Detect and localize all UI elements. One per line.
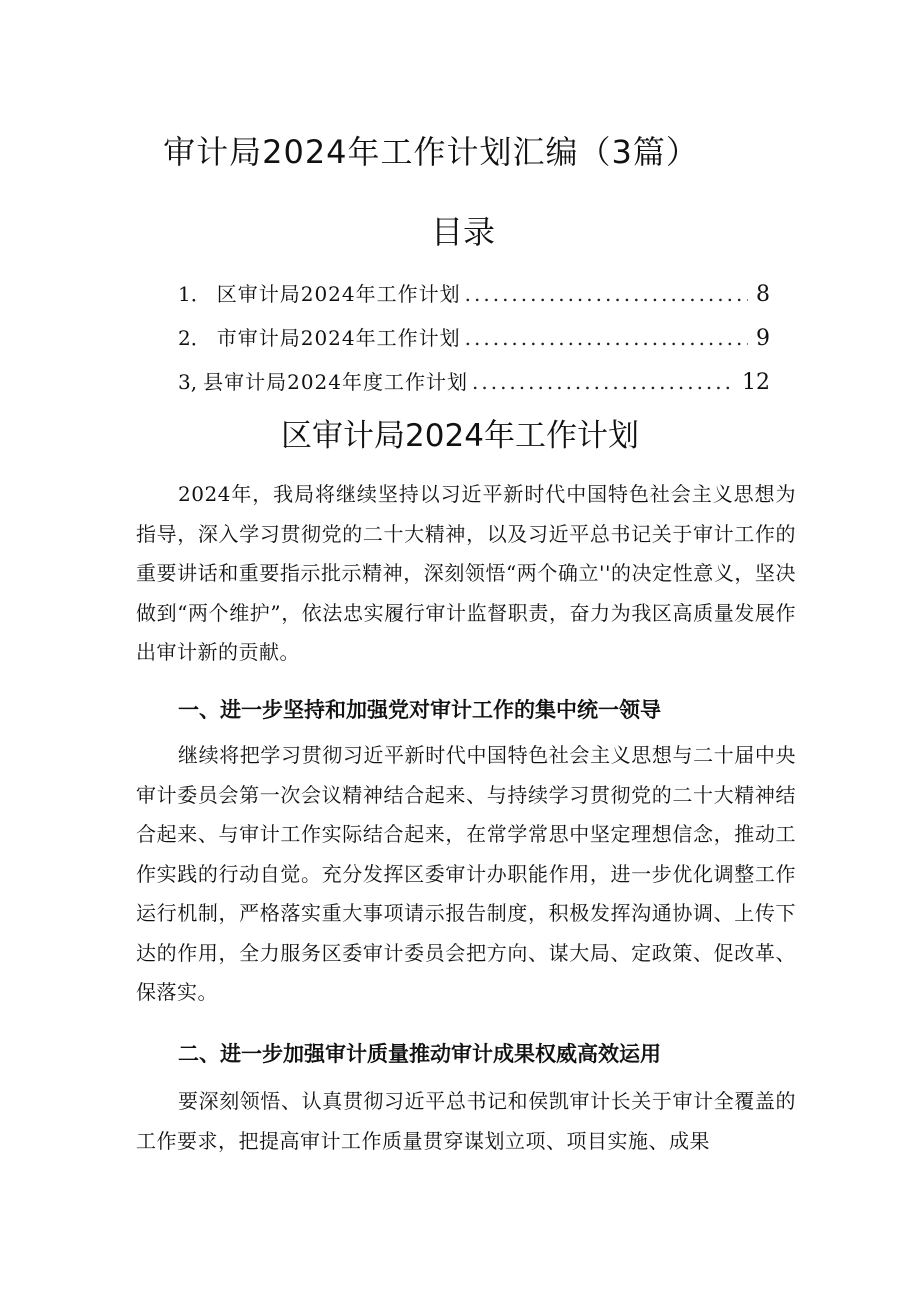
subheading-1: 一、进一步坚持和加强党对审计工作的集中统一领导 (178, 698, 661, 722)
toc-leader-dots (472, 360, 734, 404)
document-title: 审计局2024年工作计划汇编（3篇） (163, 133, 699, 171)
subheading-2: 二、进一步加强审计质量推动审计成果权威高效运用 (178, 1042, 661, 1066)
toc-leader-dots (465, 316, 748, 360)
toc-entry-title: 区审计局2024年工作计划 (216, 282, 461, 306)
table-of-contents (178, 272, 778, 404)
toc-entry-title: 县审计局2024年度工作计划 (203, 370, 468, 394)
toc-entry[interactable] (178, 360, 778, 404)
toc-entry-page: 9 (756, 326, 770, 351)
toc-entry-title: 市审计局2024年工作计划 (216, 326, 461, 350)
toc-entry-page: 8 (756, 282, 770, 307)
toc-entry[interactable] (178, 272, 778, 316)
toc-entry-page: 12 (742, 370, 770, 395)
toc-entry-number: 2． (178, 326, 211, 350)
body-paragraph-1: 继续将把学习贯彻习近平新时代中国特色社会主义思想与二十届中央审计委员会第一次会议精神结合起来、与持续学习贯彻党的二十大精神结合起来、与审计工作实际结合起来，在常学常思中坚定理想信念，推动工作实践的行动自觉。充分发挥区委审计办职能作用，进一步优化调整工作运行机制，严格落实重大事项请示报告制度，积极发挥沟通协调、上传下达的作用，全力服务区委审计委员会把方向、谋大局、定政策、促改革、保落实。 (136, 743, 796, 1004)
section-title: 区审计局2024年工作计划 (281, 418, 639, 454)
intro-paragraph: 2024年，我局将继续坚持以习近平新时代中国特色社会主义思想为指导，深入学习贯彻党的二十大精神，以及习近平总书记关于审计工作的重要讲话和重要指示批示精神，深刻领悟“两个确立''的决定性意义，坚决做到“两个维护”，依法忠实履行审计监督职责，奋力为我区高质量发展作出审计新的贡献。 (136, 482, 796, 664)
toc-leader-dots (465, 272, 748, 316)
toc-entry-number: 3, (178, 370, 198, 394)
toc-entry-number: 1． (178, 282, 211, 306)
body-paragraph-2: 要深刻领悟、认真贯彻习近平总书记和侯凯审计长关于审计全覆盖的工作要求，把提高审计工作质量贯穿谋划立项、项目实施、成果 (136, 1089, 796, 1153)
toc-entry[interactable] (178, 316, 778, 360)
toc-heading: 目录 (430, 213, 495, 251)
